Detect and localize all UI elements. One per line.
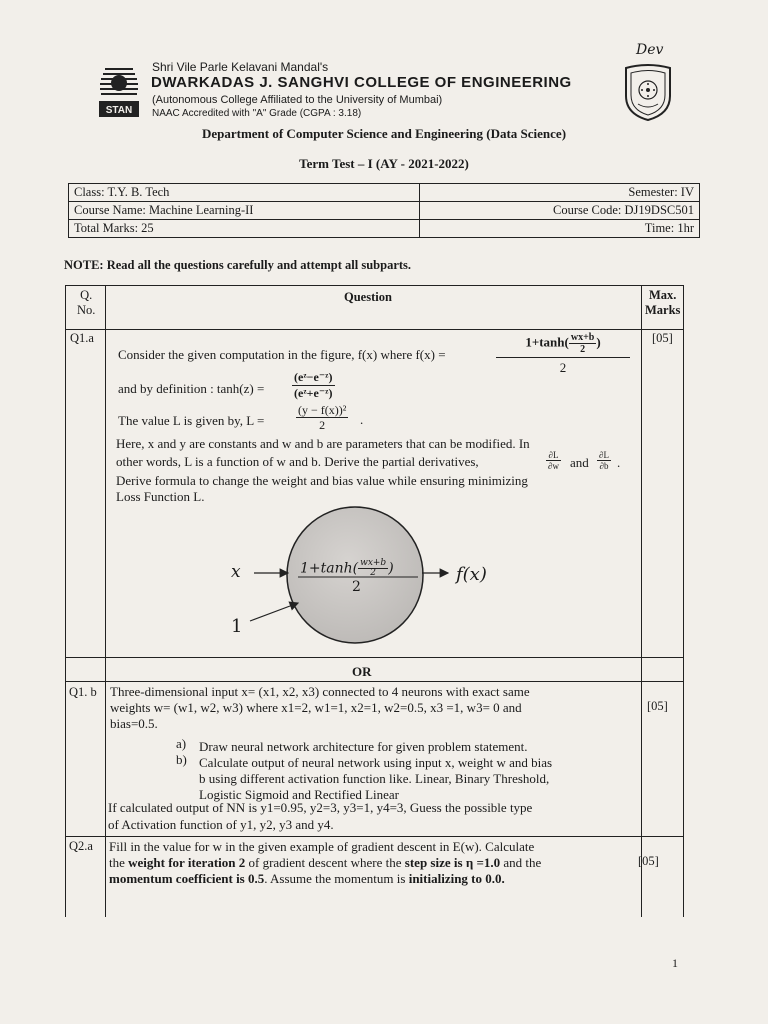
qno-label: Q. <box>80 288 93 302</box>
q2a-line2-d: step size is η =1.0 <box>404 855 501 870</box>
fig-inner-frac <box>358 559 388 578</box>
input-bias-arrow <box>250 603 298 621</box>
q1a-line6: Derive formula to change the weight and bias value while ensuring minimizing <box>116 473 528 488</box>
q1b-b-text3: Logistic Sigmoid and Rectified Linear <box>199 787 400 802</box>
q1b-line3: bias=0.5. <box>110 716 158 731</box>
q2a-marks: [05] <box>638 854 659 868</box>
instructions-note: NOTE: Read all the questions carefully and attempt all subparts. <box>64 258 412 272</box>
fig-input-x: x <box>231 562 241 582</box>
time-value: 1hr <box>677 221 694 235</box>
q2a-line3-c: initializing to 0.0. <box>408 871 505 886</box>
q2a-line2-a: the <box>109 855 129 870</box>
qno-label-2: No. <box>77 303 96 317</box>
q1a-line3: The value L is given by, L = <box>118 413 265 428</box>
fx-inner-den: 2 <box>580 344 586 355</box>
q2a-line2-b: weight for iteration 2 <box>128 855 246 870</box>
fx-num-pre: 1+tanh( <box>525 334 569 350</box>
college-logo-left <box>95 63 143 121</box>
q1a-line1: Consider the given computation in the figure, f(x) where f(x) = <box>118 347 446 362</box>
fx-inner-num: wx+b <box>570 332 595 343</box>
fig-denominator: 2 <box>352 579 361 595</box>
trust-name: Shri Vile Parle Kelavani Mandal's <box>152 60 329 74</box>
fx-formula <box>496 332 630 376</box>
q2a-line3-a: momentum coefficient is 0.5 <box>109 871 265 886</box>
or-separator: OR <box>352 664 372 679</box>
q1b-a-label: a) <box>176 736 187 751</box>
fig-num-pre: 1+tanh( <box>300 560 359 577</box>
loss-formula <box>296 403 348 432</box>
course-code-label: Course Code: <box>553 203 622 217</box>
tanh-num: (eᶻ−e⁻ᶻ) <box>294 370 333 384</box>
total-marks-label: Total Marks: <box>74 221 139 235</box>
q2a-number: Q2.a <box>69 839 93 853</box>
q1b-line4: If calculated output of NN is y1=0.95, y2=3, y3=1, y4=3, Guess the possible type <box>108 800 533 815</box>
q1b-number: Q1. b <box>69 685 97 699</box>
q1b-b-text1: Calculate output of neural network using input x, weight w and bias <box>199 755 553 770</box>
fx-denominator: 2 <box>559 360 567 375</box>
q1a-line7: Loss Function L. <box>116 489 205 504</box>
tanh-formula <box>292 370 335 401</box>
course-name: Machine Learning-II <box>148 203 254 217</box>
q1b-line1: Three-dimensional input x= (x1, x2, x3) connected to 4 neurons with exact same <box>110 684 530 699</box>
test-title: Term Test – I (AY - 2021-2022) <box>299 156 469 171</box>
q2a-line1: Fill in the value for w in the given example of gradient descent in E(w). Calculate <box>109 839 535 854</box>
dl-db <box>597 450 611 471</box>
semester-cell: Semester: IV <box>419 184 699 202</box>
svg-text:STAN: STAN <box>105 105 133 116</box>
deriv-period: . <box>617 455 621 470</box>
col-header-marks <box>645 288 680 318</box>
total-marks-cell <box>69 220 420 238</box>
q2a-line3-b: . Assume the momentum is <box>264 871 409 886</box>
accreditation: NAAC Accredited with "A" Grade (CGPA : 3.18) <box>152 108 362 119</box>
department: Department of Computer Science and Engineering (Data Science) <box>201 126 567 141</box>
dl-dw-num: ∂L <box>546 450 561 461</box>
dl-db-num: ∂L <box>599 450 609 460</box>
fx-numerator <box>496 332 630 358</box>
course-name-cell <box>69 202 420 220</box>
q1b-marks: [05] <box>647 699 668 713</box>
class-cell: Class: T.Y. B. Tech <box>69 184 420 202</box>
fx-inner-frac <box>569 332 596 355</box>
signature: Dev <box>636 42 664 58</box>
fig-inner-den: 2 <box>370 568 377 578</box>
q2a-line2 <box>109 855 541 871</box>
course-name-label: Course Name: <box>74 203 146 217</box>
college-seal-right <box>620 62 676 122</box>
q1b-a-text: Draw neural network architecture for given problem statement. <box>199 739 528 754</box>
fig-inner-num: wx+b <box>360 558 387 568</box>
course-code-cell <box>419 202 699 220</box>
q1a-marks: [05] <box>652 331 673 345</box>
q1b-b-label: b) <box>176 752 187 767</box>
course-info-table <box>68 183 700 238</box>
time-label: Time: <box>644 221 675 235</box>
dl-dw-den: ∂w <box>548 461 559 471</box>
q2a-line2-c: of gradient descent where the <box>245 855 405 870</box>
fig-numerator <box>300 559 394 578</box>
q1a-number: Q1.a <box>70 331 94 345</box>
fx-num-post: ) <box>596 334 601 350</box>
q2a-line3 <box>109 871 505 887</box>
dl-dw <box>546 450 561 471</box>
q1b-b-text2: b using different activation function like. Linear, Binary Threshold, <box>199 771 550 786</box>
col-header-qno <box>77 288 95 318</box>
tanh-den: (eᶻ+e⁻ᶻ) <box>294 386 333 400</box>
q2a-line2-e: and the <box>500 855 542 870</box>
and-word: and <box>570 455 589 470</box>
q1b-line5: of Activation function of y1, y2, y3 and y4. <box>108 817 334 832</box>
dl-db-den: ∂b <box>599 461 609 471</box>
total-marks: 25 <box>141 221 154 235</box>
col-header-question: Question <box>344 290 392 304</box>
college-name: DWARKADAS J. SANGHVI COLLEGE OF ENGINEERING <box>151 74 572 91</box>
marks-label: Marks <box>645 303 681 317</box>
fig-num-post: ) <box>388 560 394 577</box>
q1a-line5: other words, L is a function of w and b. Derive the partial derivatives, <box>116 454 479 469</box>
max-label: Max. <box>648 288 677 302</box>
affiliation: (Autonomous College Affiliated to the University of Mumbai) <box>152 94 443 106</box>
time-cell <box>419 220 699 238</box>
q1a-line2: and by definition : tanh(z) = <box>118 381 265 396</box>
course-code: DJ19DSC501 <box>624 203 694 217</box>
fig-output: f(x) <box>456 564 487 585</box>
loss-num: (y − f(x))² <box>298 403 347 417</box>
loss-period: . <box>360 412 364 427</box>
loss-den: 2 <box>319 418 326 432</box>
q1b-line2: weights w= (w1, w2, w3) where x1=2, w1=1, x2=1, w2=0.5, x3 =1, w3= 0 and <box>110 700 522 715</box>
q1a-line4: Here, x and y are constants and w and b are parameters that can be modified. In <box>116 436 530 451</box>
page-number: 1 <box>672 956 678 970</box>
fig-input-one: 1 <box>231 616 243 637</box>
